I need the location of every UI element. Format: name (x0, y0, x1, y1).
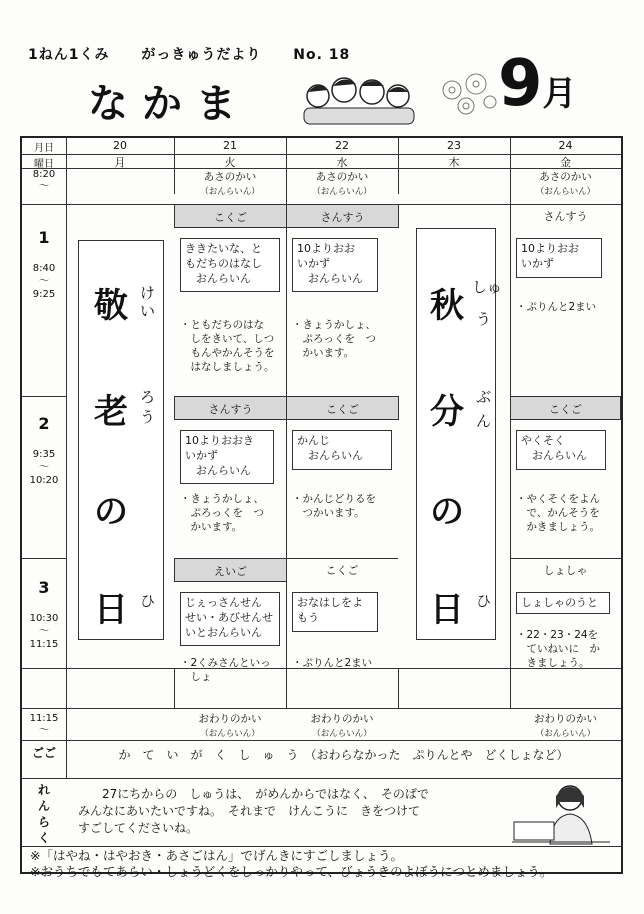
holiday-kana: ろ (140, 388, 156, 406)
footnote-2: ※おうちでもてあらい・しょうどくをしっかりやって、びょうきのよぼうにつとめましょう。 (30, 864, 553, 879)
period-1-number: 1 (38, 228, 50, 247)
lesson-box-24-p2: やくそく おんらいん (516, 430, 606, 470)
holiday-char: 日 (430, 590, 464, 630)
weekday-20: 月 (114, 156, 126, 169)
period-3-number: 3 (38, 578, 50, 597)
date-20: 20 (113, 139, 127, 152)
holiday-char: 日 (94, 590, 128, 630)
lesson-note-24-p2: ・やくそくをよん で、かんそうを かきましょう。 (516, 493, 600, 533)
holiday-kana: い (140, 302, 156, 320)
subject-21-p1: こくご (174, 204, 287, 228)
lesson-note-22-p2: ・かんじどりるを つかいます。 (292, 493, 376, 519)
date-23: 23 (447, 139, 461, 152)
date-24: 24 (558, 139, 573, 152)
holiday-char: 敬 (94, 286, 128, 326)
children-illustration (300, 74, 418, 126)
end-meeting-21: おわりのかい （おんらいん） (198, 713, 262, 739)
weekly-schedule-table (20, 136, 623, 874)
morning-meeting-21: あさのかい （おんらいん） (200, 171, 260, 197)
month-label: 9月 (498, 47, 577, 121)
lesson-box-21-p2: 10よりおおき いかず おんらいん (180, 430, 274, 484)
end-meeting-24: おわりのかい （おんらいん） (534, 713, 597, 739)
holiday-char: 分 (430, 392, 464, 432)
holiday-kana: け (140, 284, 156, 302)
subject-24-p1: さんすう (543, 210, 588, 223)
newsletter-title: なかま (88, 81, 250, 127)
time-asa: 8:20 ～ (32, 169, 56, 192)
holiday-kana: う (140, 408, 156, 426)
afternoon-label: ごご (31, 746, 56, 760)
teacher-illustration (510, 782, 614, 846)
morning-meeting-24: あさのかい （おんらいん） (535, 171, 596, 197)
lesson-note-21-p3: ・2くみさんといっ しょ (180, 657, 271, 683)
lesson-note-22-p3: ・ぷりんと2まい (292, 657, 373, 669)
lesson-box-24-p1: 10よりおお いかず (516, 238, 602, 278)
lesson-box-22-p2: かんじ おんらいん (292, 430, 392, 470)
period-1-time: 8:40 ～ 9:25 (32, 263, 56, 300)
holiday-kana: ぶ (476, 388, 492, 406)
weekday-row-label: 曜日 (34, 159, 54, 170)
lesson-box-22-p3: おなはしをよ もう (292, 592, 378, 632)
subject-24-p2: こくご (510, 396, 621, 420)
subject-22-p1: さんすう (286, 204, 399, 228)
newsletter-header-line (28, 44, 376, 64)
morning-meeting-22: あさのかい （おんらいん） (312, 171, 372, 197)
afternoon-text: か て い が く し ゅ う （おわらなかった ぷりんとや どくしょなど） (118, 748, 569, 762)
renraku-label: れ ん ら く (37, 783, 50, 845)
period-2-number: 2 (38, 414, 50, 433)
subject-24-p3: しょしゃ (543, 564, 588, 577)
date-row-label: 月日 (34, 143, 54, 154)
subject-21-p3: えいご (174, 558, 287, 582)
lesson-box-24-p3: しょしゃのうと (516, 592, 610, 614)
weekday-21: 火 (224, 156, 236, 169)
holiday-char: 老 (94, 392, 128, 432)
holiday-kana: しゅ (472, 278, 503, 296)
lesson-box-21-p3: じぇっさんせん せい・あびせんせ いとおんらいん (180, 592, 280, 646)
holiday-char: の (94, 492, 128, 532)
footnote-1: ※「はやね・はやおき・あさごはん」でげんきにすごしましょう。 (30, 848, 403, 863)
lesson-note-22-p1: ・きょうかしょ、 ぷろっくを つ かいます。 (292, 319, 376, 359)
holiday-kana: ん (476, 412, 492, 430)
end-meeting-22: おわりのかい （おんらいん） (310, 713, 374, 739)
period-3-time: 10:30 ～ 11:15 (29, 613, 59, 650)
flower-icon (436, 70, 498, 120)
date-22: 22 (335, 139, 349, 152)
subject-22-p2: こくご (286, 396, 399, 420)
lesson-note-21-p1: ・ともだちのはな しをきいて、しつ もんやかんそうを はなしましょう。 (180, 319, 275, 373)
lesson-note-24-p1: ・ぷりんと2まい (516, 301, 597, 313)
weekday-24: 金 (560, 156, 571, 169)
date-21: 21 (223, 139, 237, 152)
lesson-note-21-p2: ・きょうかしょ、 ぷろっくを つ かいます。 (180, 493, 264, 533)
issue-number: No. 18 (293, 47, 351, 63)
class-name: 1ねん1くみ (28, 47, 110, 63)
time-end: 11:15 ～ (29, 713, 59, 736)
letter-name: がっきゅうだより (141, 47, 262, 63)
holiday-kana: ひ (140, 592, 156, 610)
weekday-23: 木 (448, 156, 460, 169)
lesson-box-22-p1: 10よりおお いかず おんらいん (292, 238, 378, 292)
lesson-box-21-p1: ききたいな、と もだちのはなし おんらいん (180, 238, 280, 292)
holiday-char: 秋 (430, 286, 464, 326)
weekday-22: 水 (336, 156, 348, 169)
renraku-text: 27にちからの しゅうは、 がめんからではなく、 そのばで みんなにあいたいですね。 それまで けんこうに きをつけて すごしてくださいね。 (78, 787, 429, 835)
subject-22-p3: こくご (325, 564, 359, 577)
lesson-note-24-p3: ・22・23・24を ていねいに か きましょう。 (516, 629, 600, 669)
holiday-char: の (430, 492, 464, 532)
period-2-time: 9:35 ～ 10:20 (29, 449, 59, 486)
holiday-kana: ひ (476, 592, 492, 610)
subject-21-p2: さんすう (174, 396, 287, 420)
holiday-kana: う (476, 310, 492, 328)
